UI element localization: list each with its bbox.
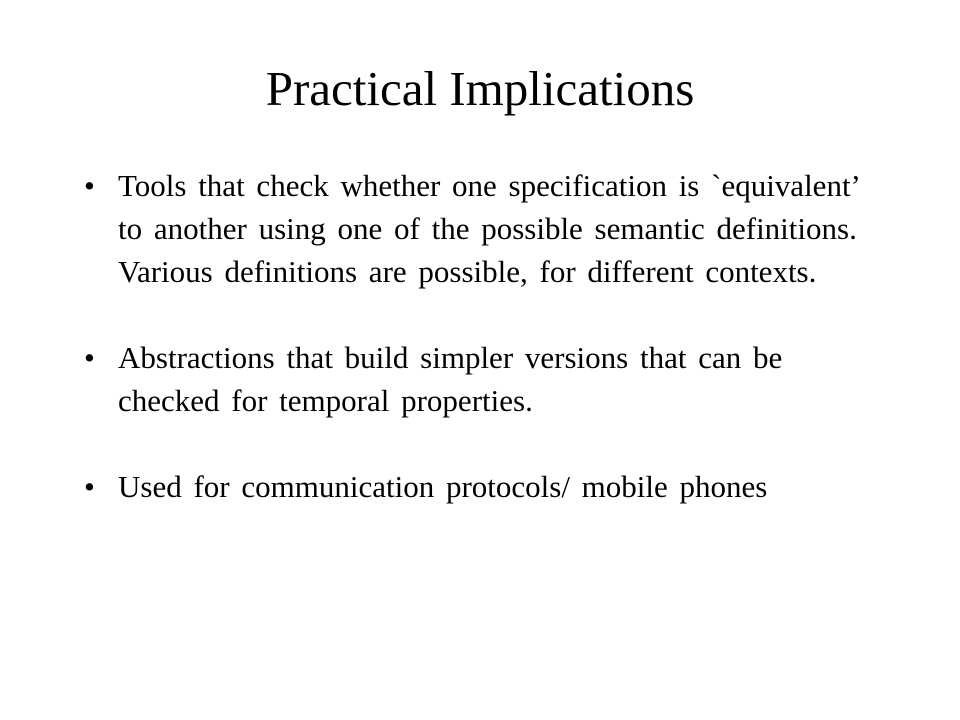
bullet-icon: • xyxy=(84,469,95,504)
bullet-item-abstractions xyxy=(84,336,874,422)
bullet-icon: • xyxy=(84,168,95,203)
bullet-item-usage xyxy=(84,465,874,508)
bullet-icon: • xyxy=(84,340,95,375)
bullet-item-tools xyxy=(84,164,874,293)
bullet-text: Abstractions that build simpler versions that can be checked for temporal properties. xyxy=(118,340,783,418)
bullet-text: Used for communication protocols/ mobile phones xyxy=(118,469,768,504)
slide-title: Practical Implications xyxy=(265,61,695,116)
bullet-text: Tools that check whether one specification is `equivalent’ to another using one of the possible semantic definitions. Various definitions are possible, for different contexts. xyxy=(118,168,859,289)
bullet-list xyxy=(84,164,874,508)
